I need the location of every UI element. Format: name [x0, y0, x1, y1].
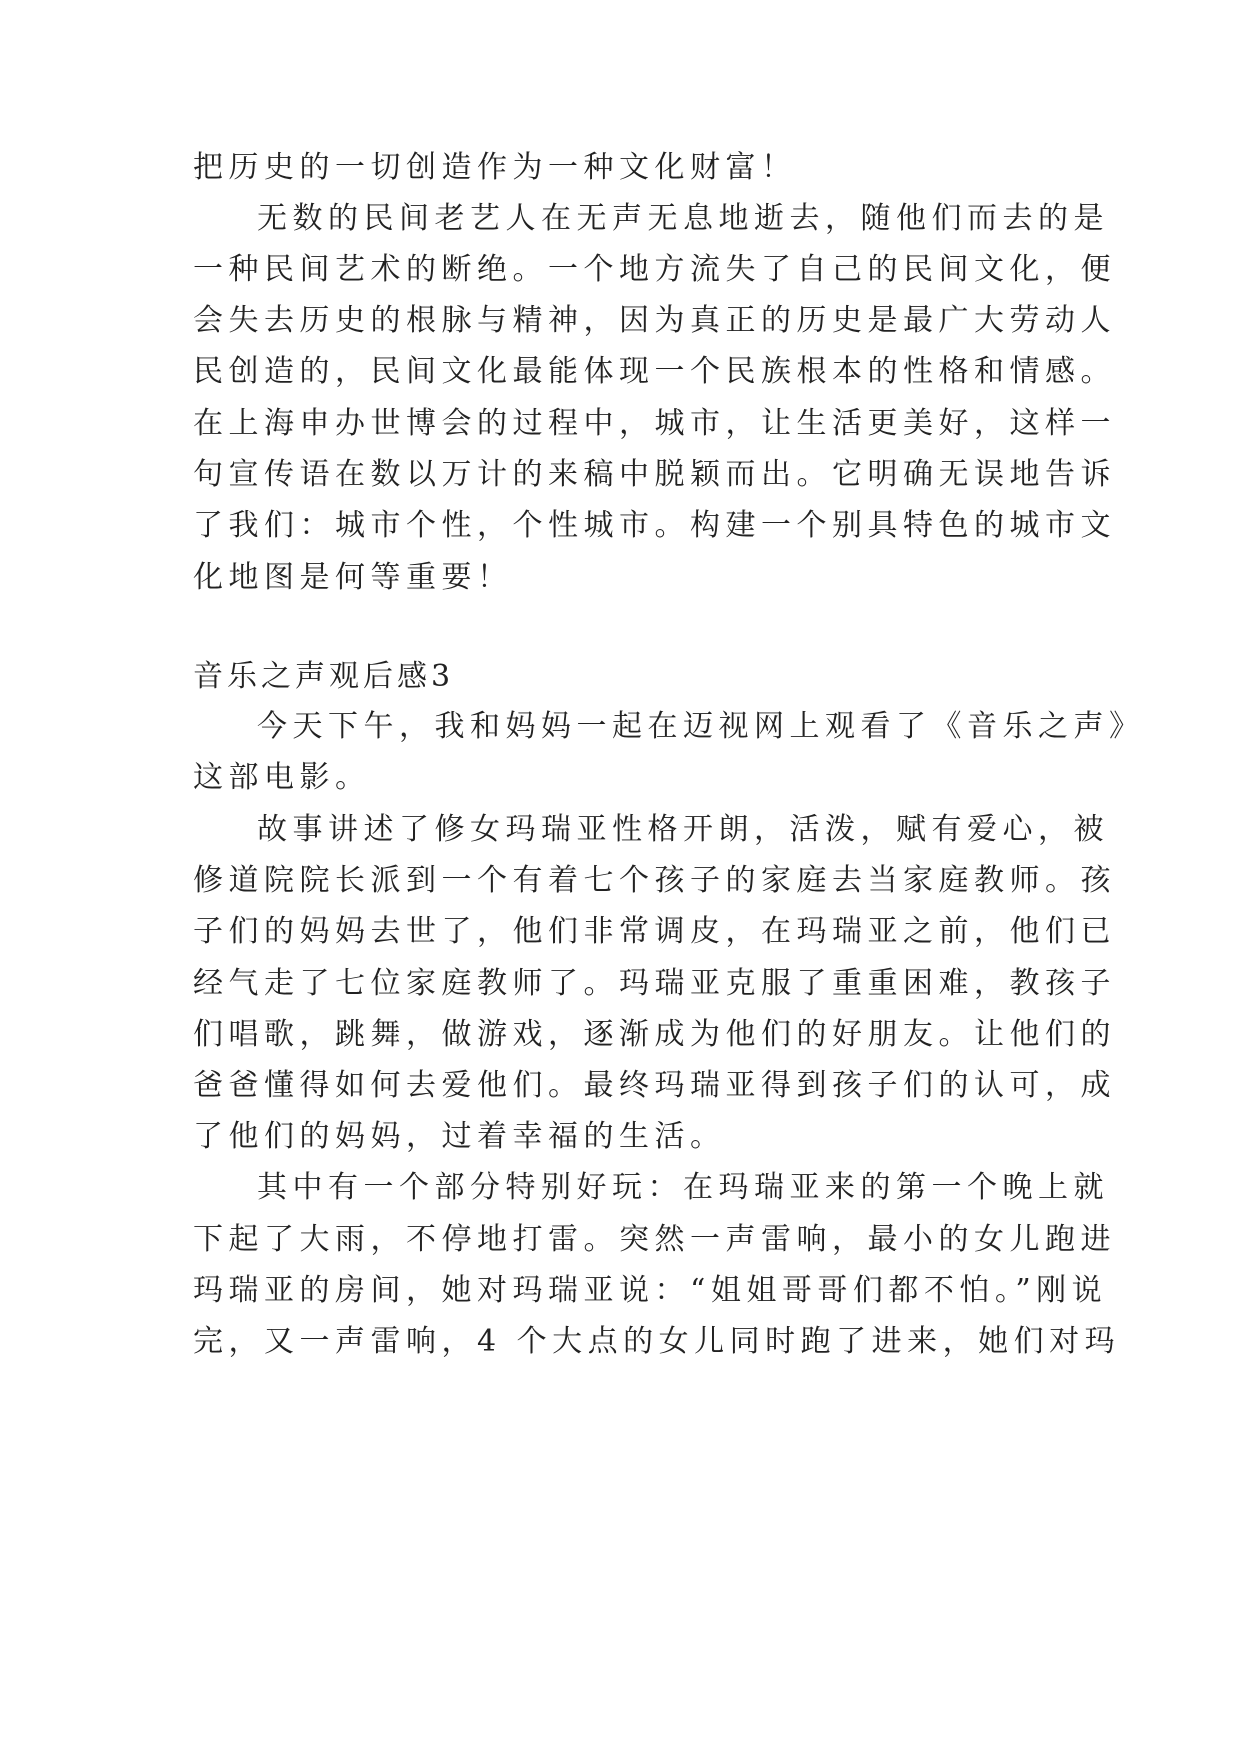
text-line-12: 这部电影。 — [193, 760, 371, 795]
text-line-2: 无数的民间老艺人在无声无息地逝去，随他们而去的是 — [257, 201, 1109, 236]
text-line-18: 爸爸懂得如何去爱他们。最终玛瑞亚得到孩子们的认可，成 — [193, 1068, 1116, 1103]
text-line-13: 故事讲述了修女玛瑞亚性格开朗，活泼，赋有爱心，被 — [257, 812, 1109, 847]
text-line-4: 会失去历史的根脉与精神，因为真正的历史是最广大劳动人 — [193, 303, 1116, 338]
section-heading: 音乐之声观后感3 — [193, 659, 455, 694]
text-line-8: 了我们：城市个性，个性城市。构建一个别具特色的城市文 — [193, 508, 1116, 543]
text-line-23: 完，又一声雷响，4 个大点的女儿同时跑了进来，她们对玛 — [193, 1324, 1121, 1359]
text-line-7: 句宣传语在数以万计的来稿中脱颖而出。它明确无误地告诉 — [193, 457, 1116, 492]
text-line-11: 今天下午，我和妈妈一起在迈视网上观看了《音乐之声》 — [257, 709, 1145, 744]
text-line-1: 把历史的一切创造作为一种文化财富！ — [193, 150, 797, 185]
text-line-6: 在上海申办世博会的过程中，城市，让生活更美好，这样一 — [193, 406, 1116, 441]
text-line-5: 民创造的，民间文化最能体现一个民族根本的性格和情感。 — [193, 354, 1116, 389]
text-line-21: 下起了大雨，不停地打雷。突然一声雷响，最小的女儿跑进 — [193, 1222, 1116, 1257]
text-line-19: 了他们的妈妈，过着幸福的生活。 — [193, 1119, 726, 1154]
text-line-17: 们唱歌，跳舞，做游戏，逐渐成为他们的好朋友。让他们的 — [193, 1017, 1116, 1052]
text-line-22: 玛瑞亚的房间，她对玛瑞亚说：“姐姐哥哥们都不怕。”刚说 — [193, 1273, 1108, 1308]
text-line-20: 其中有一个部分特别好玩：在玛瑞亚来的第一个晚上就 — [257, 1170, 1109, 1205]
text-line-16: 经气走了七位家庭教师了。玛瑞亚克服了重重困难，教孩子 — [193, 966, 1116, 1001]
text-line-3: 一种民间艺术的断绝。一个地方流失了自己的民间文化，便 — [193, 252, 1116, 287]
text-line-15: 子们的妈妈去世了，他们非常调皮，在玛瑞亚之前，他们已 — [193, 914, 1116, 949]
text-line-9: 化地图是何等重要！ — [193, 560, 513, 595]
text-line-14: 修道院院长派到一个有着七个孩子的家庭去当家庭教师。孩 — [193, 863, 1116, 898]
